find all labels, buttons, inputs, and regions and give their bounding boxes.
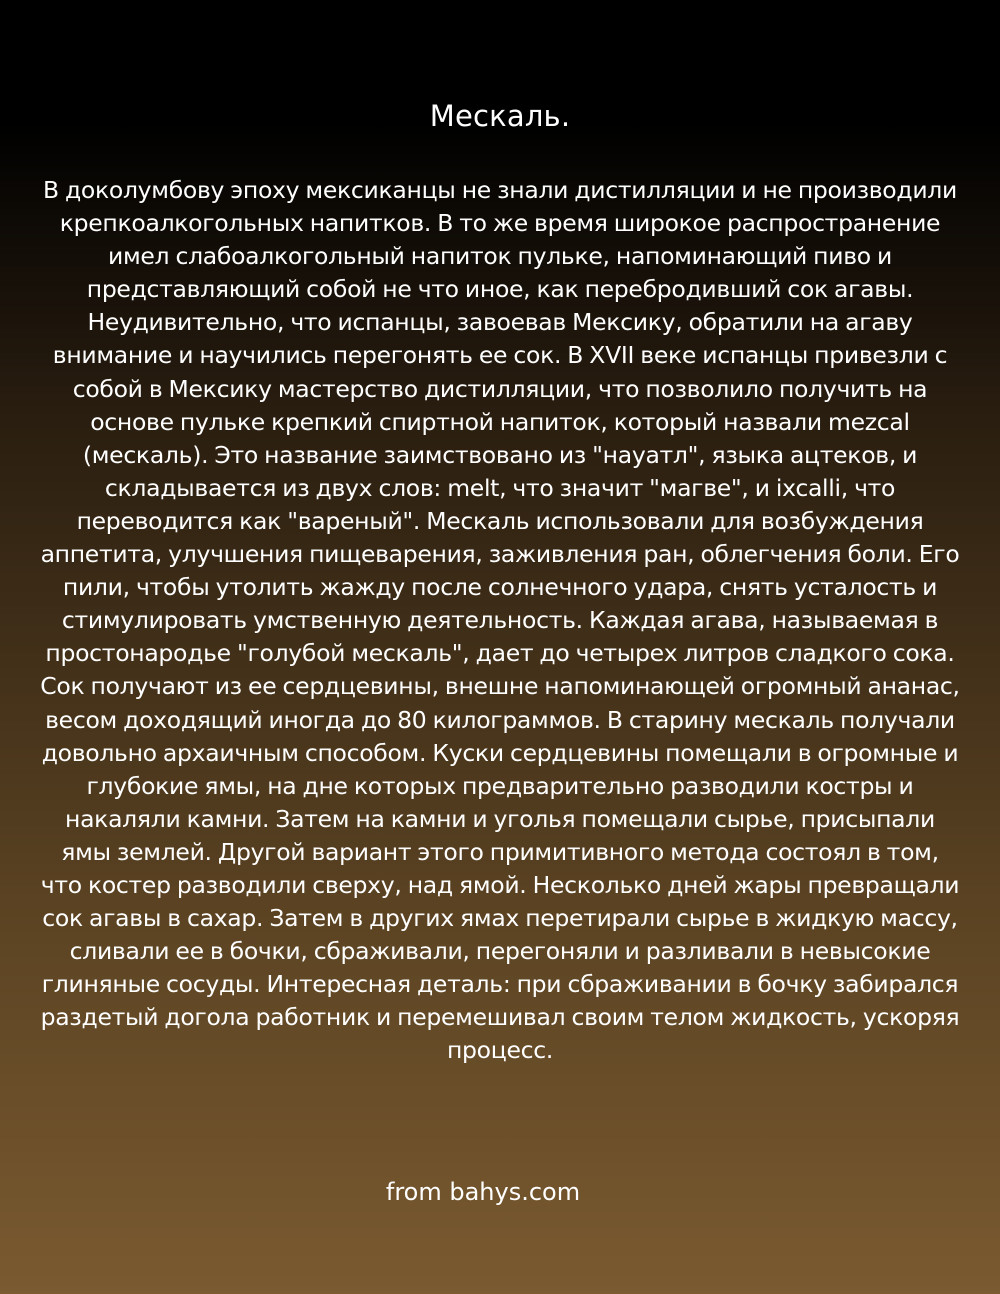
source-credit: from bahys.com	[385, 1178, 581, 1206]
article-text: В доколумбову эпоху мексиканцы не знали дистилляции и не производили крепкоалкогольных напитков. В то же время широкое распространение имел слабоалкогольный напиток пульке, напоминающий пиво и представляющий собой не что иное, как перебродивший сок агавы. Неудивительно, что испанцы, завоевав Мексику, обратили на агаву внимание и научились перегонять ее сок. В XVII веке испанцы привезли с собой в Мексику мастерство дистилляции, что позволило получить на основе пульке крепкий спиртной напиток, который назвали mezcal (мескаль). Это название заимствовано из "науатл", языка ацтеков, и складывается из двух слов: melt, что значит "магве", и ixcalli, что переводится как "вареный". Мескаль использовали для возбуждения аппетита, улучшения пищеварения, заживления ран, облегчения боли. Его пили, чтобы утолить жажду после солнечного удара, снять усталость и стимулировать умственную деятельность. Каждая агава, называемая в простонародье "голубой мескаль", дает до четырех литров сладкого сока. Сок получают из ее сердцевины, внешне напоминающей огромный ананас, весом доходящий иногда до 80 килограммов. В старину мескаль получали довольно архаичным способом. Куски сердцевины помещали в огромные и глубокие ямы, на дне которых предварительно разводили костры и накаляли камни. Затем на камни и уголья помещали сырье, присыпали ямы землей. Другой вариант этого примитивного метода состоял в том, что костер разводили сверху, над ямой. Несколько дней жары превращали сок агавы в сахар. Затем в других ямах перетирали сырье в жидкую массу, сливали ее в бочки, сбраживали, перегоняли и разливали в невысокие глиняные сосуды. Интересная деталь: при сбраживании в бочку забирался раздетый догола работник и перемешивал своим телом жидкость, ускоряя процесс.	[40, 176, 960, 1065]
page-title: Мескаль.	[429, 99, 571, 133]
